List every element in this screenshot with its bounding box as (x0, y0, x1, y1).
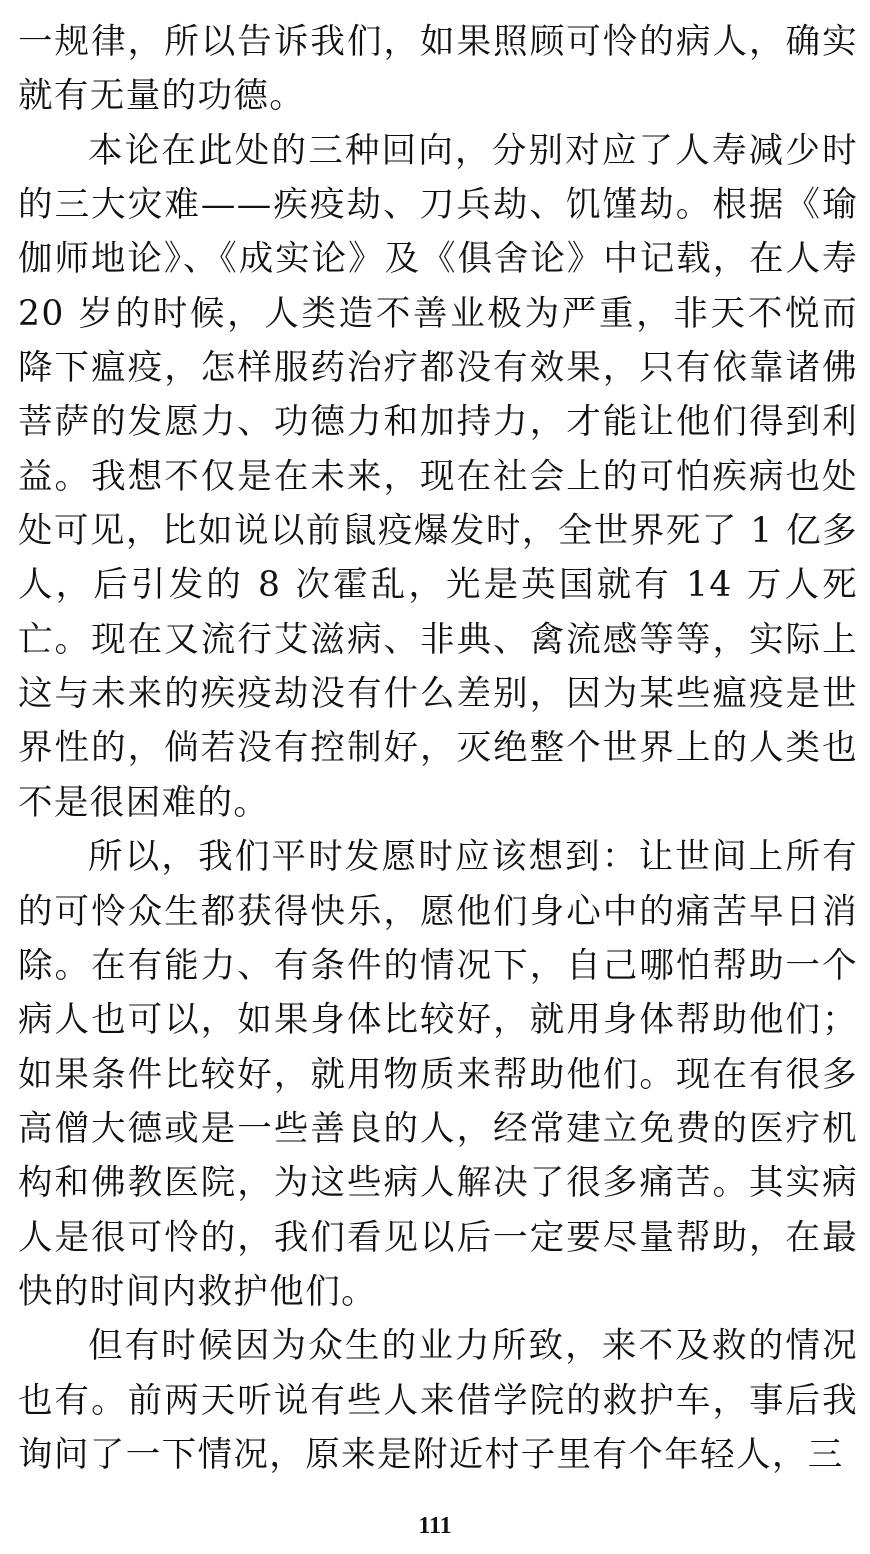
page-number: 111 (418, 1513, 452, 1539)
page-body (18, 0, 858, 1482)
paragraph-1: 一规律，所以告诉我们，如果照顾可怜的病人，确实就有无量的功德。 (18, 22, 858, 117)
paragraph-2: 本论在此处的三种回向，分别对应了人寿减少时的三大灾难——疾疫劫、刀兵劫、饥馑劫。根据《瑜伽师地论》、《成实论》及《俱舍论》中记载，在人寿20 岁的时候，人类造不善业极为严重，非天不悦而降下瘟疫，怎样服药治疗都没有效果，只有依靠诸佛菩萨的发愿力、功德力和加持力，才能让他们得到利益。我想不仅是在未来，现在社会上的可怕疾病也处处可见，比如说以前鼠疫爆发时，全世界死了 1 亿多人，后引发的 8 次霍乱，光是英国就有 14 万人死亡。现在又流行艾滋病、非典、禽流感等等，实际上这与未来的疾疫劫没有什么差别，因为某些瘟疫是世界性的，倘若没有控制好，灭绝整个世界上的人类也不是很困难的。 (18, 130, 858, 823)
paragraph-3: 所以，我们平时发愿时应该想到：让世间上所有的可怜众生都获得快乐，愿他们身心中的痛苦早日消除。在有能力、有条件的情况下，自己哪怕帮助一个病人也可以，如果身体比较好，就用身体帮助他们；如果条件比较好，就用物质来帮助他们。现在有很多高僧大德或是一些善良的人，经常建立免费的医疗机构和佛教医院，为这些病人解决了很多痛苦。其实病人是很可怜的，我们看见以后一定要尽量帮助，在最快的时间内救护他们。 (18, 837, 858, 1312)
paragraph-4: 但有时候因为众生的业力所致，来不及救的情况也有。前两天听说有些人来借学院的救护车，事后我询问了一下情况，原来是附近村子里有个年轻人，三 (18, 1326, 858, 1475)
